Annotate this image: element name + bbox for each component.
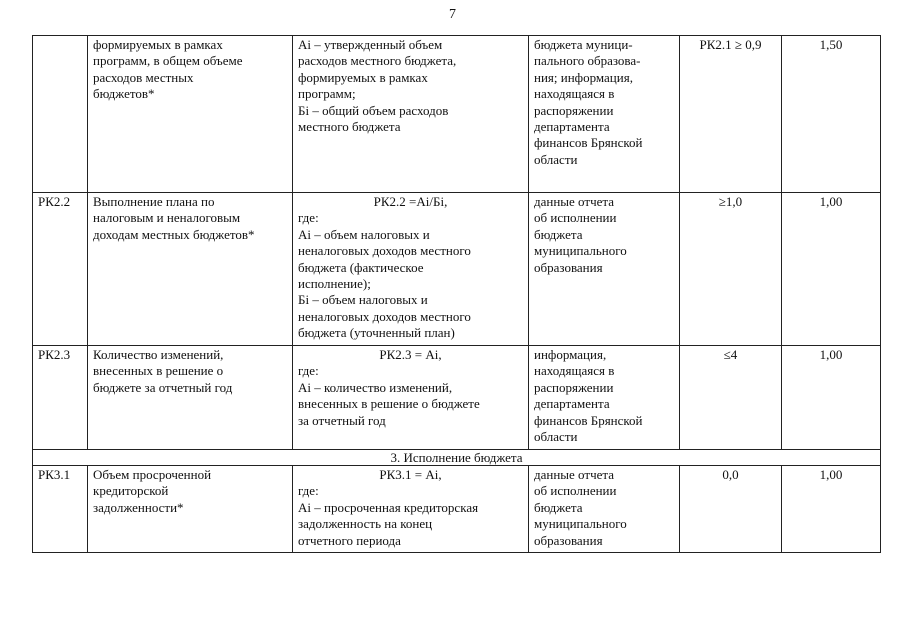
data-source-line: об исполнении bbox=[534, 483, 617, 499]
formula-line: неналоговых доходов местного bbox=[298, 308, 471, 324]
table-row bbox=[33, 346, 881, 450]
indicator-name bbox=[88, 36, 293, 193]
data-source bbox=[529, 346, 680, 450]
table-row bbox=[33, 466, 881, 553]
data-source-line: области bbox=[534, 151, 578, 167]
formula-line: где: bbox=[298, 483, 319, 499]
target-value: ≤4 bbox=[680, 346, 782, 450]
indicator-name-line: бюджетов* bbox=[93, 86, 155, 102]
indicator-name-line: доходам местных бюджетов* bbox=[93, 226, 255, 242]
formula-line: РК2.2 =Аi/Бi, bbox=[373, 194, 448, 209]
formula-line: Аi – просроченная кредиторская bbox=[298, 499, 479, 515]
data-source-line: бюджета муници- bbox=[534, 37, 633, 52]
indicator-name-line: Объем просроченной bbox=[93, 467, 212, 482]
data-source-line: находящаяся в bbox=[534, 363, 615, 379]
formula-line: исполнение); bbox=[298, 276, 371, 292]
data-source-line: финансов Брянской bbox=[534, 412, 643, 428]
data-source-line: бюджета bbox=[534, 499, 583, 515]
formula-line: Бi – объем налоговых и bbox=[298, 292, 428, 308]
target-value: РК2.1 ≥ 0,9 bbox=[680, 36, 782, 193]
indicator-formula bbox=[293, 466, 529, 553]
data-source-line: области bbox=[534, 429, 578, 445]
data-source-line: департамента bbox=[534, 396, 610, 412]
formula-line: неналоговых доходов местного bbox=[298, 243, 471, 259]
formula-line: задолженность на конец bbox=[298, 516, 433, 532]
indicator-formula bbox=[293, 36, 529, 193]
formula-line: РК3.1 = Аi, bbox=[379, 467, 442, 482]
section-row bbox=[33, 450, 881, 466]
data-source-line: находящаяся в bbox=[534, 86, 615, 102]
indicator-name-line: кредиторской bbox=[93, 483, 169, 499]
weight-coefficient: 1,00 bbox=[782, 466, 881, 553]
indicator-name-line: задолженности* bbox=[93, 499, 184, 515]
data-source-line: пального образова- bbox=[534, 53, 641, 69]
data-source-line: распоряжении bbox=[534, 379, 614, 395]
data-source-line: департамента bbox=[534, 119, 610, 135]
data-source bbox=[529, 193, 680, 346]
indicator-name-line: внесенных в решение о bbox=[93, 363, 224, 379]
indicator-name bbox=[88, 346, 293, 450]
indicators-table bbox=[32, 35, 881, 553]
page-number: 7 bbox=[449, 7, 456, 22]
data-source-line: об исполнении bbox=[534, 210, 617, 226]
formula-line: Аi – объем налоговых и bbox=[298, 226, 430, 242]
weight-coefficient: 1,00 bbox=[782, 193, 881, 346]
target-value: 0,0 bbox=[680, 466, 782, 553]
indicator-name-line: Количество изменений, bbox=[93, 347, 224, 362]
indicator-code: РК2.2 bbox=[33, 193, 88, 346]
formula-line: отчетного периода bbox=[298, 532, 401, 548]
data-source-line: образования bbox=[534, 259, 603, 275]
table-row bbox=[33, 36, 881, 193]
formula-line: бюджета (уточненный план) bbox=[298, 325, 455, 341]
data-source-line: образования bbox=[534, 532, 603, 548]
formula-line: Аi – количество изменений, bbox=[298, 379, 453, 395]
data-source-line: бюджета bbox=[534, 226, 583, 242]
data-source bbox=[529, 36, 680, 193]
data-source-line: распоряжении bbox=[534, 102, 614, 118]
formula-line: бюджета (фактическое bbox=[298, 259, 424, 275]
formula-line: где: bbox=[298, 363, 319, 379]
formula-line: формируемых в рамках bbox=[298, 69, 428, 85]
data-source-line: ния; информация, bbox=[534, 69, 633, 85]
table-row bbox=[33, 193, 881, 346]
data-source-line: данные отчета bbox=[534, 194, 614, 209]
target-value: ≥1,0 bbox=[680, 193, 782, 346]
data-source-line: финансов Брянской bbox=[534, 135, 643, 151]
indicator-code: РК2.3 bbox=[33, 346, 88, 450]
indicator-name-line: Выполнение плана по bbox=[93, 194, 215, 209]
formula-line: местного бюджета bbox=[298, 119, 401, 135]
indicator-name-line: расходов местных bbox=[93, 69, 194, 85]
indicator-code: РК3.1 bbox=[33, 466, 88, 553]
formula-line: программ; bbox=[298, 86, 356, 102]
indicator-name-line: формируемых в рамках bbox=[93, 37, 223, 52]
section-title: 3. Исполнение бюджета bbox=[33, 450, 881, 466]
formula-line: РК2.3 = Аi, bbox=[379, 347, 442, 362]
formula-line: Аi – утвержденный объем bbox=[298, 37, 443, 52]
formula-line: Бi – общий объем расходов bbox=[298, 102, 449, 118]
data-source-line: муниципального bbox=[534, 516, 627, 532]
indicator-formula bbox=[293, 193, 529, 346]
indicator-formula bbox=[293, 346, 529, 450]
weight-coefficient: 1,00 bbox=[782, 346, 881, 450]
formula-line: внесенных в решение о бюджете bbox=[298, 396, 480, 412]
indicator-name bbox=[88, 193, 293, 346]
formula-line: за отчетный год bbox=[298, 412, 386, 428]
weight-coefficient: 1,50 bbox=[782, 36, 881, 193]
indicator-code bbox=[33, 36, 88, 193]
data-source-line: муниципального bbox=[534, 243, 627, 259]
indicator-name-line: программ, в общем объеме bbox=[93, 53, 243, 69]
formula-line: расходов местного бюджета, bbox=[298, 53, 457, 69]
indicator-name-line: бюджете за отчетный год bbox=[93, 379, 233, 395]
data-source-line: данные отчета bbox=[534, 467, 614, 482]
data-source-line: информация, bbox=[534, 347, 607, 362]
indicator-name-line: налоговым и неналоговым bbox=[93, 210, 241, 226]
formula-line: где: bbox=[298, 210, 319, 226]
data-source bbox=[529, 466, 680, 553]
indicator-name bbox=[88, 466, 293, 553]
